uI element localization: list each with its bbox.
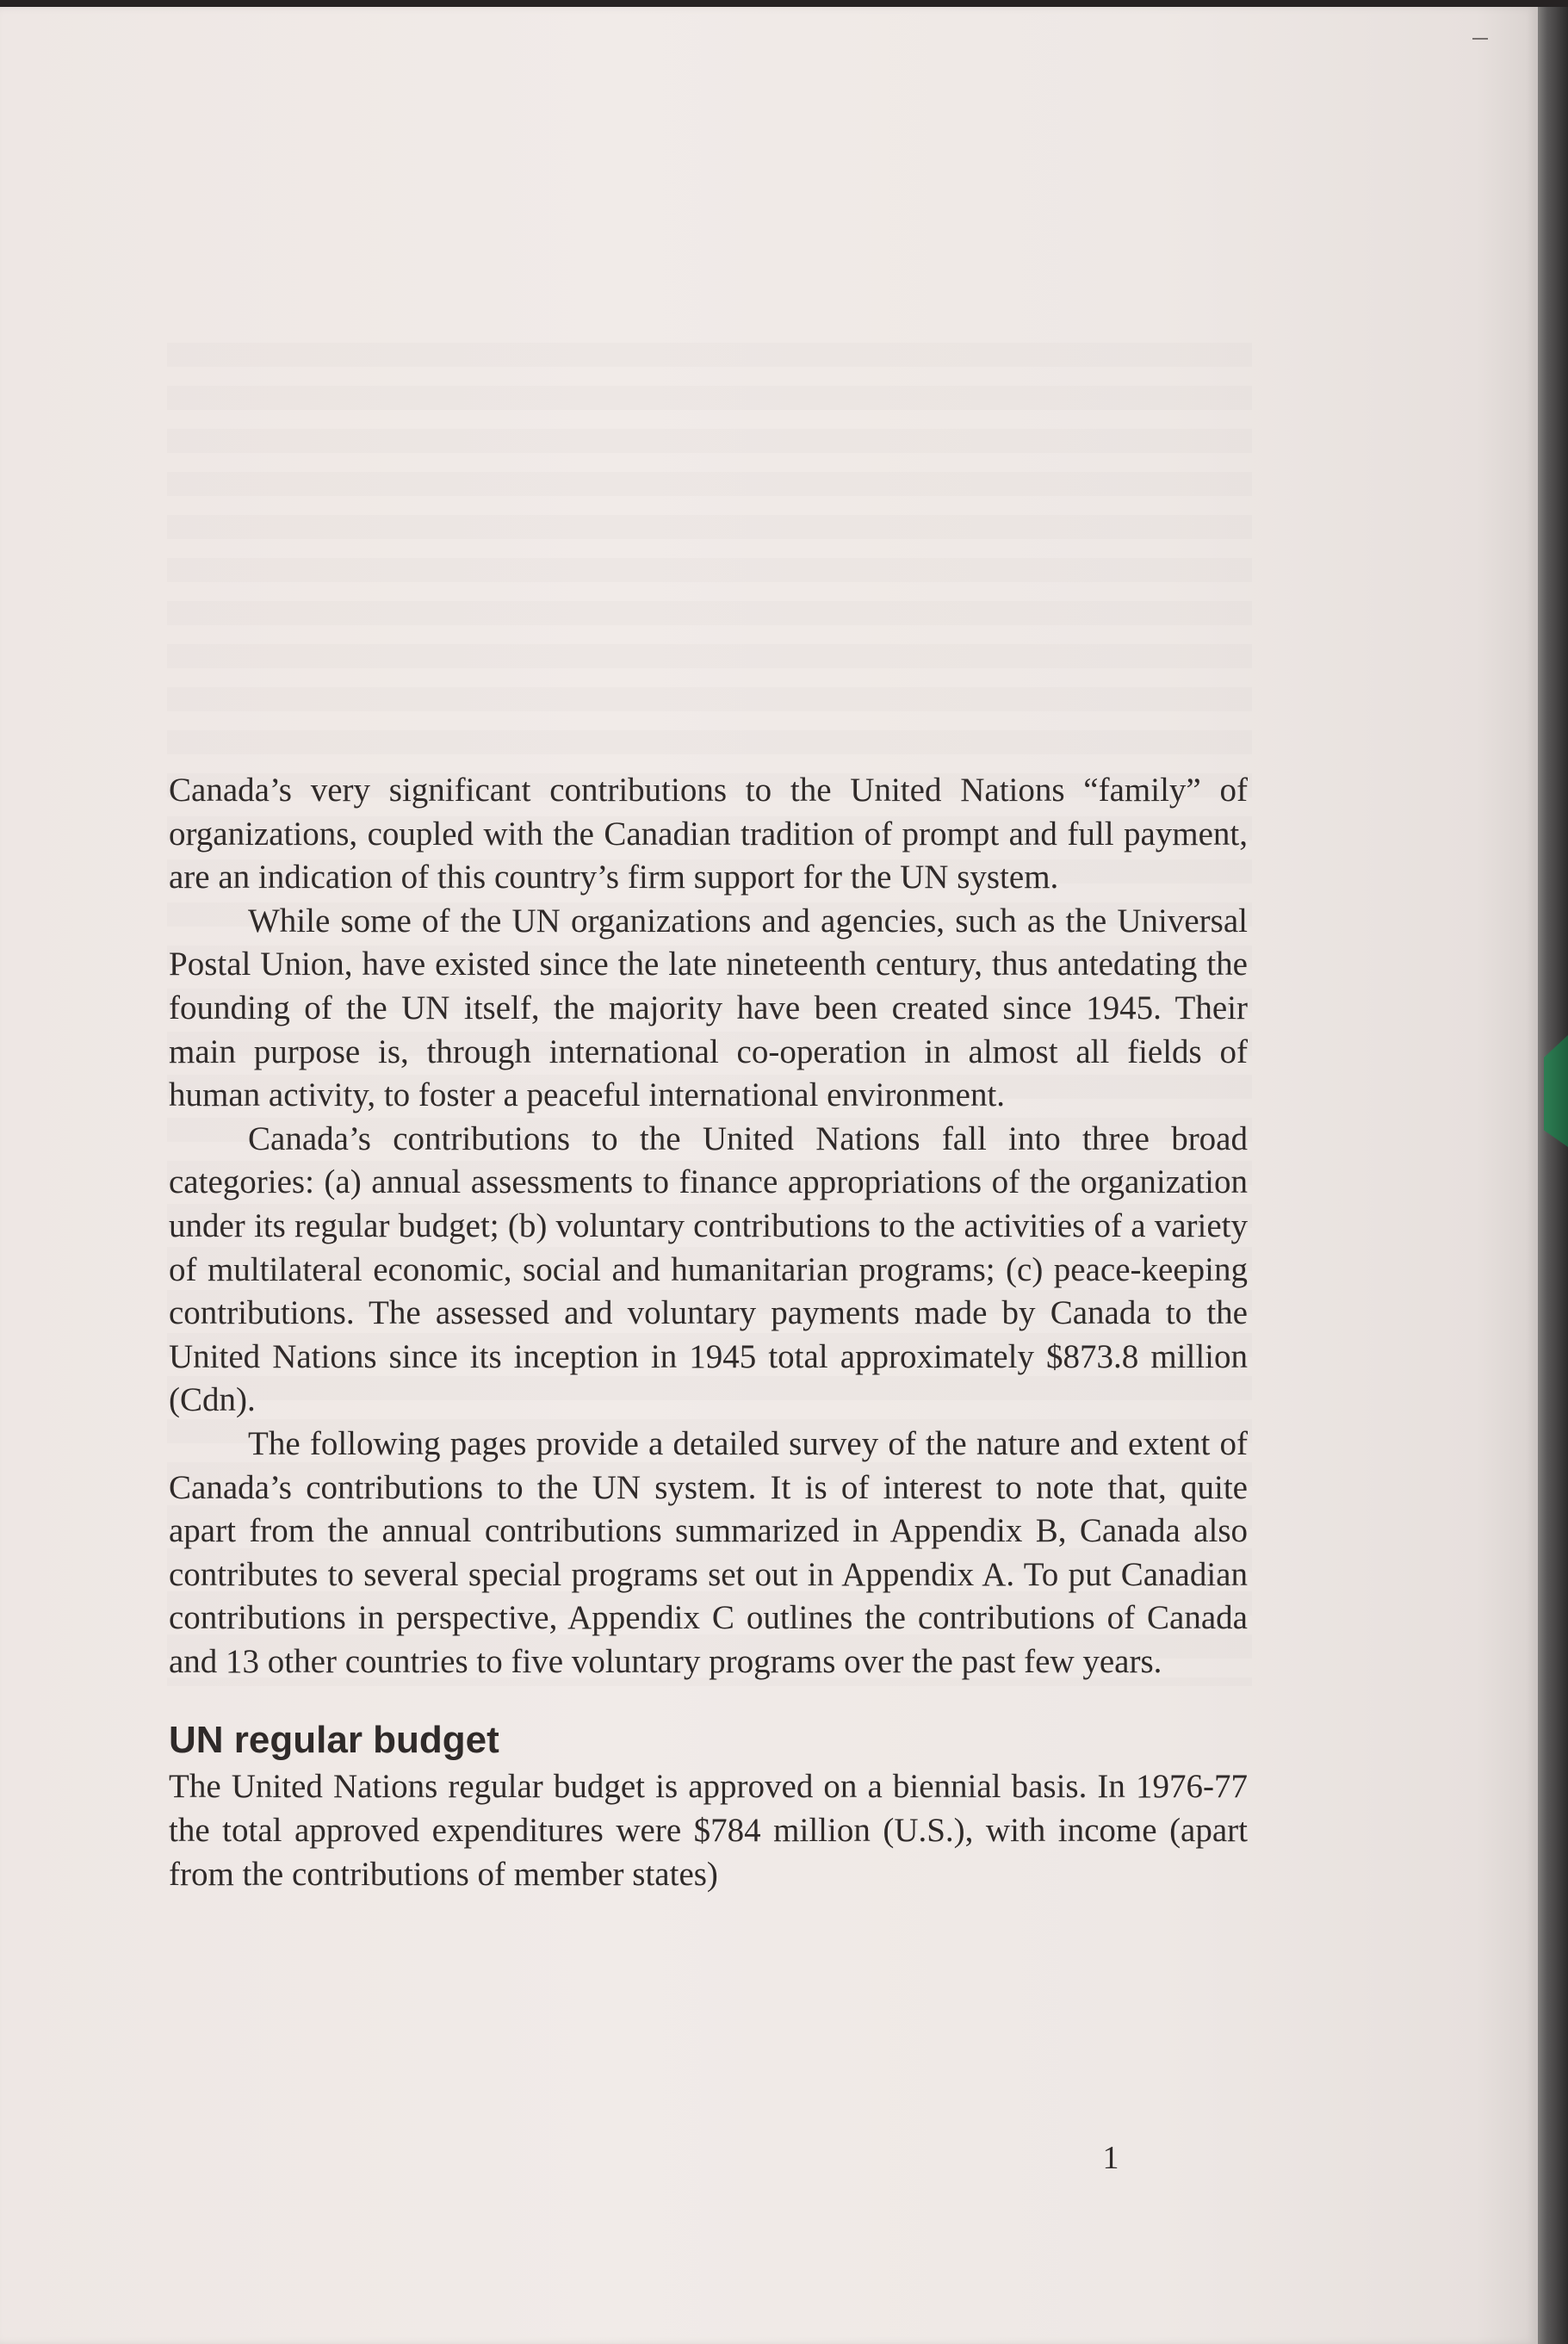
paragraph-1: Canada’s very significant contributions to the United Nations “family” of organizations, coupled with the Canadian tradition of prompt and full payment, are an indication of this country’s firm support for the UN system. <box>169 772 1248 896</box>
page-corner-mark <box>1472 38 1488 40</box>
paragraph-3: Canada’s contributions to the United Nations fall into three broad categories: (a) annual assessments to finance appropriations of the organization under its regular budget; (b) voluntary contributions to the activities of a variety of multilateral economic, social and humanitarian programs; (c) peace-keeping contributions. The assessed and voluntary payments made by Canada to the United Nations since its inception in 1945 total approximately $873.8 million (Cdn). <box>169 1119 1248 1419</box>
section-paragraph: The United Nations regular budget is approved on a biennial basis. In 1976-77 the total approved expenditures were $784 million (U.S.), with income (apart from the contributions of member states) <box>169 1768 1248 1893</box>
page-spine-shadow <box>1538 7 1568 2344</box>
paragraph-4: The following pages provide a detailed survey of the nature and extent of Canada’s contributions to the UN system. It is of interest to note that, quite apart from the annual contributions summarized in Appendix B, Canada also contributes to several special programs set out in Appendix A. To put Canadian contributions in perspective, Appendix C outlines the contributions of Canada and 13 other countries to five voluntary programs over the past few years. <box>169 1424 1248 1680</box>
paragraph-2: While some of the UN organizations and agencies, such as the Universal Postal Union, have existed since the late nineteenth century, thus antedating the founding of the UN itself, the majority have been created since 1945. Their main purpose is, through international co-operation in almost all fields of human activity, to foster a peaceful international environment. <box>169 902 1248 1114</box>
page-number: 1 <box>1102 2140 1119 2176</box>
body-text <box>169 769 1248 1896</box>
section-heading: UN regular budget <box>169 1719 499 1762</box>
